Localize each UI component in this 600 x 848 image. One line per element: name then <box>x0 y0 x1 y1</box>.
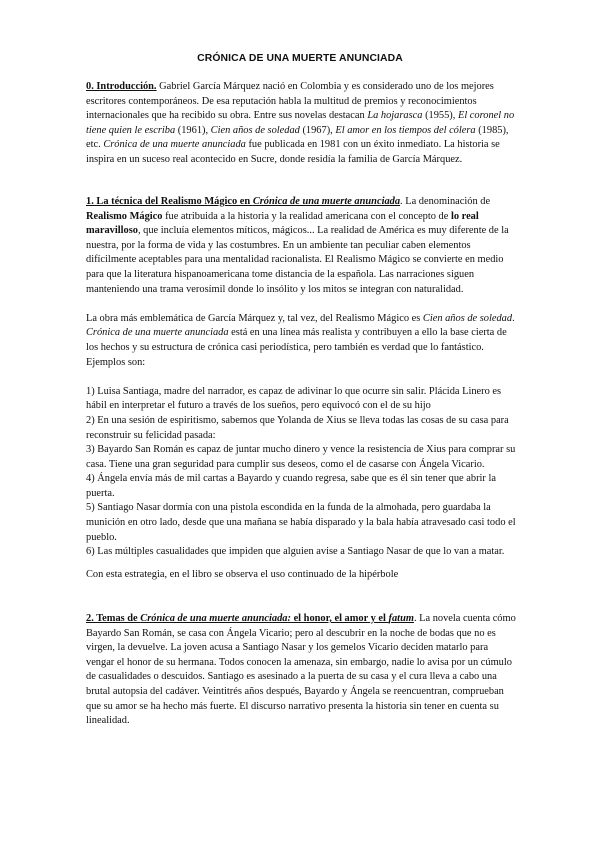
example-item: 2) En una sesión de espiritismo, sabemos que Yolanda de Xius se lleva todas las cosas de su casa para reconstruir su felicidad pasada: <box>86 414 509 441</box>
example-item: 5) Santiago Nasar dormía con una pistola escondida en la funda de la almohada, pero guardaba la munición en otro lado, desde que una mañana se había disparado y la bala había atravesado casi todo el pueblo. <box>86 502 516 543</box>
section2-heading: 2. Temas de Crónica de una muerte anunciada: el honor, el amor y el fatum <box>86 613 414 624</box>
work-title: Crónica de una muerte anunciada <box>103 139 246 151</box>
section2-paragraph: 2. Temas de Crónica de una muerte anunciada: el honor, el amor y el fatum. La novela cuenta cómo Bayardo San Román, se casa con Ángela Vicario; pero al descubrir en la noche de bodas que no es virgen, la devuelve. La joven acusa a Santiago Nasar y los gemelos Vicario deciden matarlo para vengar el honor de su hermana. Todos conocen la amenaza, sin embargo, nadie lo avisa por un cúmulo de casualidades o descuidos. Santiago es asesinado a la puerta de su casa y el cura lleva a cabo una brutal autopsia del cadáver. Veintitrés años después, Bayardo y Ángela se reencuentran, comprueban que su amor se ha hecho más fuerte. El discurso narrativo presenta la historia sin tener en cuenta su linealidad. <box>86 613 516 727</box>
section-temas <box>86 612 518 729</box>
example-item: 3) Bayardo San Román es capaz de juntar mucho dinero y vence la resistencia de Xius para comprar su casa. Tiene una gran seguridad para cumplir sus deseos, como el de casarse con Ángela Vicario. <box>86 444 516 470</box>
intro-heading: 0. Introducción. <box>86 81 157 92</box>
section1-paragraph-2: La obra más emblemática de García Márquez y, tal vez, del Realismo Mágico es Cien años de soledad. Crónica de una muerte anunciada está en una línea más realista y contribuyen a ello la base cierta de los hechos y su estructura de crónica casi periodística, pero también es verdad que lo fantástico. Ejemplos son: <box>86 312 515 368</box>
work-title: La hojarasca <box>367 110 423 122</box>
intro-section <box>86 80 518 168</box>
section1-closing: Con esta estrategia, en el libro se observa el uso continuado de la hipérbole <box>86 568 399 580</box>
example-item: 6) Las múltiples casualidades que impiden que alguien avise a Santiago Nasar de que lo van a matar. <box>86 546 505 558</box>
key-term: Realismo Mágico <box>86 210 163 222</box>
examples-list <box>86 385 518 560</box>
intro-paragraph: 0. Introducción. Gabriel García Márquez nació en Colombia y es considerado uno de los mejores escritores contemporáneos. De esa reputación habla la multitud de premios y reconocimientos internacionales que ha recibido su obra. Entre sus novelas destacan La hojarasca (1955), El coronel no tiene quien le escriba (1961), Cien años de soledad (1967), El amor en los tiempos del cólera (1985), etc. Crónica de una muerte anunciada fue publicada en 1981 con un éxito inmediato. La historia se inspira en un suceso real acontecido en Sucre, donde residía la familia de García Márquez. <box>86 81 515 165</box>
section-realismo-magico <box>86 195 518 582</box>
example-item: 4) Ángela envía más de mil cartas a Bayardo y cuando regresa, sabe que es él sin tener que abrir la puerta. <box>86 473 496 499</box>
work-title: El coronel no tiene quien le escriba <box>86 110 515 136</box>
example-item: 1) Luisa Santiaga, madre del narrador, es capaz de adivinar lo que ocurre sin salir. Plácida Linero es hábil en interpretar el futuro a través de los sueños, pero equivocó con el de su hijo <box>86 385 502 412</box>
work-title: El amor en los tiempos del cólera <box>335 124 476 136</box>
section1-heading: 1. La técnica del Realismo Mágico en Crónica de una muerte anunciada <box>86 196 401 207</box>
key-term: lo real maravilloso <box>86 210 479 237</box>
document-title: CRÓNICA DE UNA MUERTE ANUNCIADA <box>197 53 403 64</box>
work-title: Cien años de soledad <box>210 124 300 136</box>
section1-paragraph-1: 1. La técnica del Realismo Mágico en Crónica de una muerte anunciada. La denominación de Realismo Mágico fue atribuida a la historia y la realidad americana con el concepto de lo real maravilloso, que incluía elementos míticos, mágicos... La realidad de América es muy diferente de la nuestra, por la forma de vida y las costumbres. En un ambiente tan peculiar caben elementos difícilmente aceptables para una mentalidad racionalista. El Realismo Mágico se convierte en medio para que la literatura hispanoamericana tome distancia de la española. Las narraciones siguen manteniendo una trama verosímil donde lo insólito y los mitos se integran con naturalidad. <box>86 196 509 295</box>
